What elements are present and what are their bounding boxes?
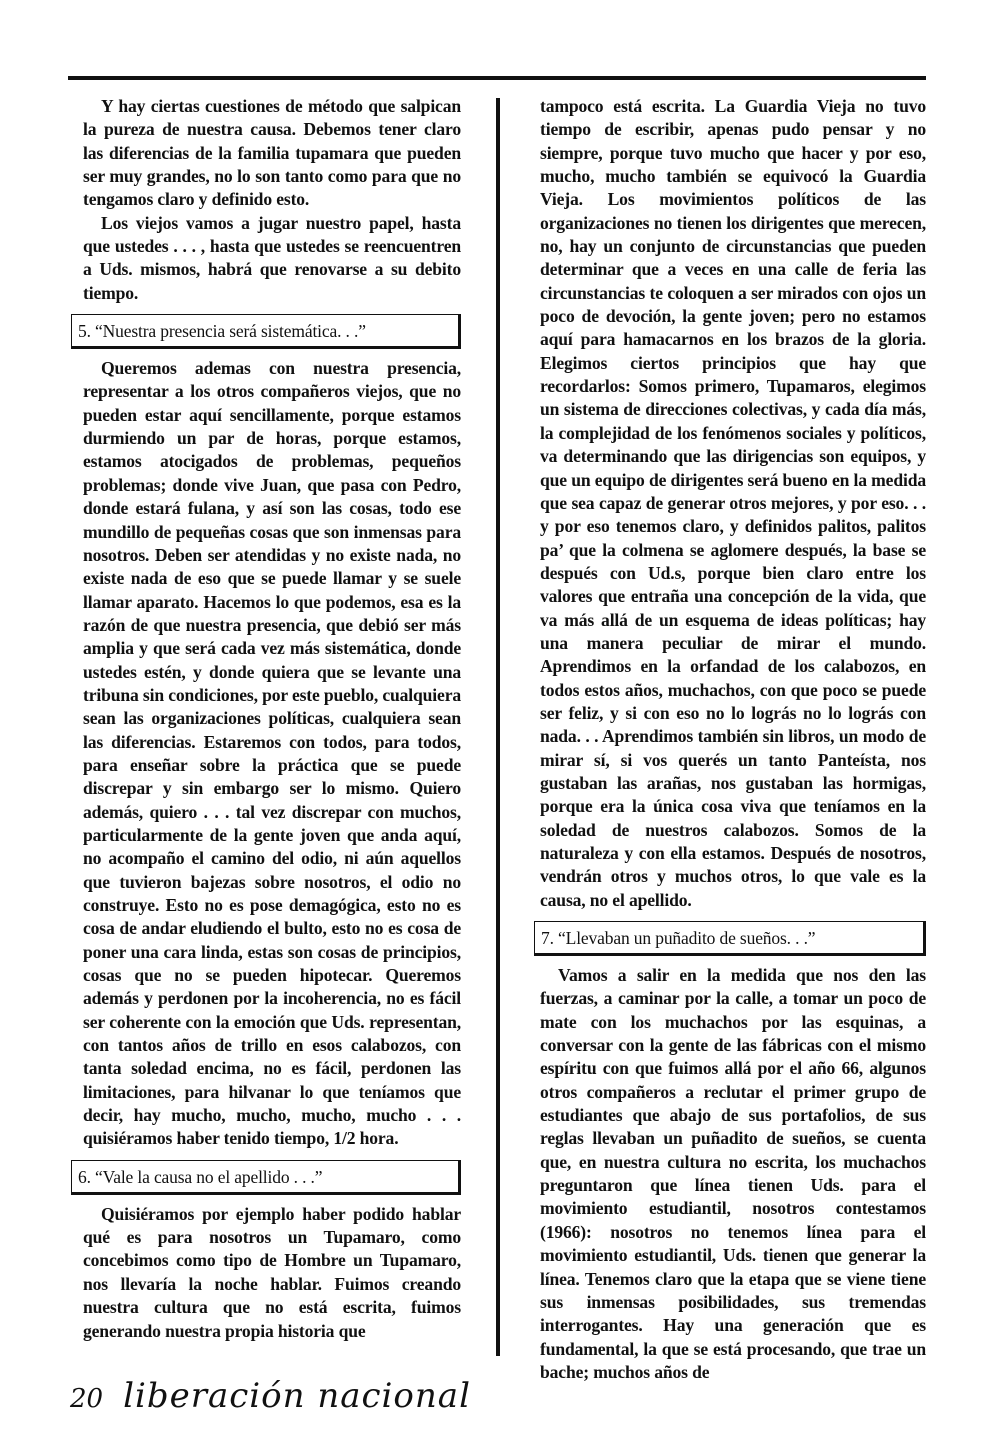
page-number: 20	[70, 1384, 104, 1414]
section-heading-6: 6. “Vale la causa no el apellido . . .”	[71, 1160, 461, 1195]
masthead-logo: liberación nacional	[123, 1376, 471, 1416]
paragraph: tampoco está escrita. La Guardia Vieja no tuvo tiempo de escribir, apenas pudo pensar y no siempre, porque tuvo mucho que hacer y por eso, mucho, mucho también se equivocó la Guardia Vieja. Los movimientos políticos de las organizaciones no tienen los dirigentes que merecen, no, hay un conjunto de circunstancias que pueden determinar que a veces en una calle de feria las circunstancias te coloquen a ser mirados con ojos un poco de devoción, la gente joven; pero no estamos aquí para hamacarnos en los brazos de la gloria. Elegimos ciertos principios que hay que recordarlos: Somos primero, Tupamaros, elegimos un sistema de direcciones colectivas, y cada día más, la complejidad de los fenómenos sociales y políticos, va determinando que las dirigencias son equipos, y que un equipo de dirigentes será bueno en la medida que sea capaz de generar otros mejores, y por eso. . . y por eso tenemos claro, y definidos palitos, palitos pa’ que la colmena se aglomere después, la base se después con Ud.s, porque bien claro entre los valores que entraña una concepción de la vida, que va más allá de un esquema de ideas políticas; hay una manera peculiar de mirar el mundo. Aprendimos en la orfandad de los calabozos, en todos estos años, muchachos, con que poco se puede ser feliz, y si con eso no lo lográs no lo lográs con nada. . . Aprendimos también sin libros, un modo de mirar sí, si vos querés un tanto Panteísta, nos gustaban las arañas, nos gustaban las hormigas, porque era la única cosa viva que teníamos en la soledad de nuestros calabozos. Somos de la naturaleza y con ella estamos. Después de nosotros, vendrán otros y muchos otros, lo que vale es la causa, no el apellido.	[540, 96, 926, 910]
paragraph: Quisiéramos por ejemplo haber podido hablar qué es para nosotros un Tupamaro, como concebimos como tipo de Hombre un Tupamaro, nos llevaría la noche hablar. Fuimos creando nuestra cultura que no está escrita, fuimos generando nuestra propia historia que	[83, 1203, 461, 1341]
page-footer	[70, 1376, 471, 1416]
right-column	[540, 95, 926, 1384]
left-column	[78, 95, 462, 1343]
paragraph: Queremos ademas con nuestra presencia, representar a los otros compañeros viejos, que no pueden estar aquí sencillamente, porque estamos durmiendo un par de horas, porque estamos, estamos atocigados de problemas, pequeños problemas; donde vive Juan, que pasa con Pedro, donde estará fulana, y así son las cosas, todo ese mundillo de pequeñas cosas que son inmensas para nosotros. Deben ser atendidas y no existe nada, no existe nada de eso que se puede llamar y se suele llamar aparato. Hacemos lo que podemos, esa es la razón de que nuestra presencia, que debió ser más amplia y que será cada vez más sistemática, donde ustedes estén, y donde quiera que se levante una tribuna sin condiciones, por este pueblo, cualquiera sean las organizaciones políticas, cualquiera sean las diferencias. Estaremos con todos, para todos, para enseñar sobre la práctica que se puede discrepar y sin embargo ser lo mismo. Quiero además, quiero . . . tal vez discrepar con muchos, particularmente de la gente joven que anda aquí, no acompaño el camino del odio, ni aún aquellos que tuvieron bajezas sobre nosotros, el odio no construye. Esto no es pose demagógica, esto no es cosa de andar eludiendo el bulto, esto no es cosa de poner una cara linda, estas son cosas de principios, cosas que no se pueden hipotecar. Queremos además y perdonen por la incoherencia, no es fácil ser coherente con la emoción que Uds. representan, con tantos años de trillo en esos calabozos, con tanta soledad encima, no es fácil, perdonen las limitaciones, para hilvanar lo que teníamos que decir, hay mucho, mucho, mucho, mucho . . . quisiéramos haber tenido tiempo, 1/2 hora.	[83, 358, 462, 1149]
paragraph: Vamos a salir en la medida que nos den las fuerzas, a caminar por la calle, a tomar un poco de mate con los muchachos por las esquinas, a conversar con la gente de las fábricas con el mismo espíritu con que fuimos allá por el año 66, algunos otros compañeros a reclutar el primer grupo de estudiantes que abajo de sus portafolios, de sus reglas llevaban un puñadito de sueños, se cuenta que, en nuestra cultura no escrita, los muchachos preguntaron que línea tienen Uds. para el movimiento estudiantil, nosotros contestamos (1966): nosotros no tenemos línea para el movimiento estudiantil, Uds. tienen que generar la línea. Tenemos claro que la etapa que se viene tiene sus inmensas posibilidades, sus tremendas interrogantes. Hay una generación que es fundamental, la que se está procesando, que trae un bache; muchos años de	[540, 965, 926, 1382]
paragraph: Y hay ciertas cuestiones de método que salpican la pureza de nuestra causa. Debemos tener claro las diferencias de la familia tupamara que pueden ser muy grandes, no lo son tanto como para que no tengamos claro y definido esto.	[83, 96, 461, 210]
section-heading-7: 7. “Llevaban un puñadito de sueños. . .”	[534, 921, 926, 956]
top-rule	[68, 76, 926, 80]
paragraph: Los viejos vamos a jugar nuestro papel, hasta que ustedes . . . , hasta que ustedes se reencuentren a Uds. mismos, habrá que renovarse a su debito tiempo.	[83, 212, 461, 303]
section-heading-5: 5. “Nuestra presencia será sistemática. . .”	[71, 314, 461, 349]
column-divider	[496, 98, 500, 1356]
